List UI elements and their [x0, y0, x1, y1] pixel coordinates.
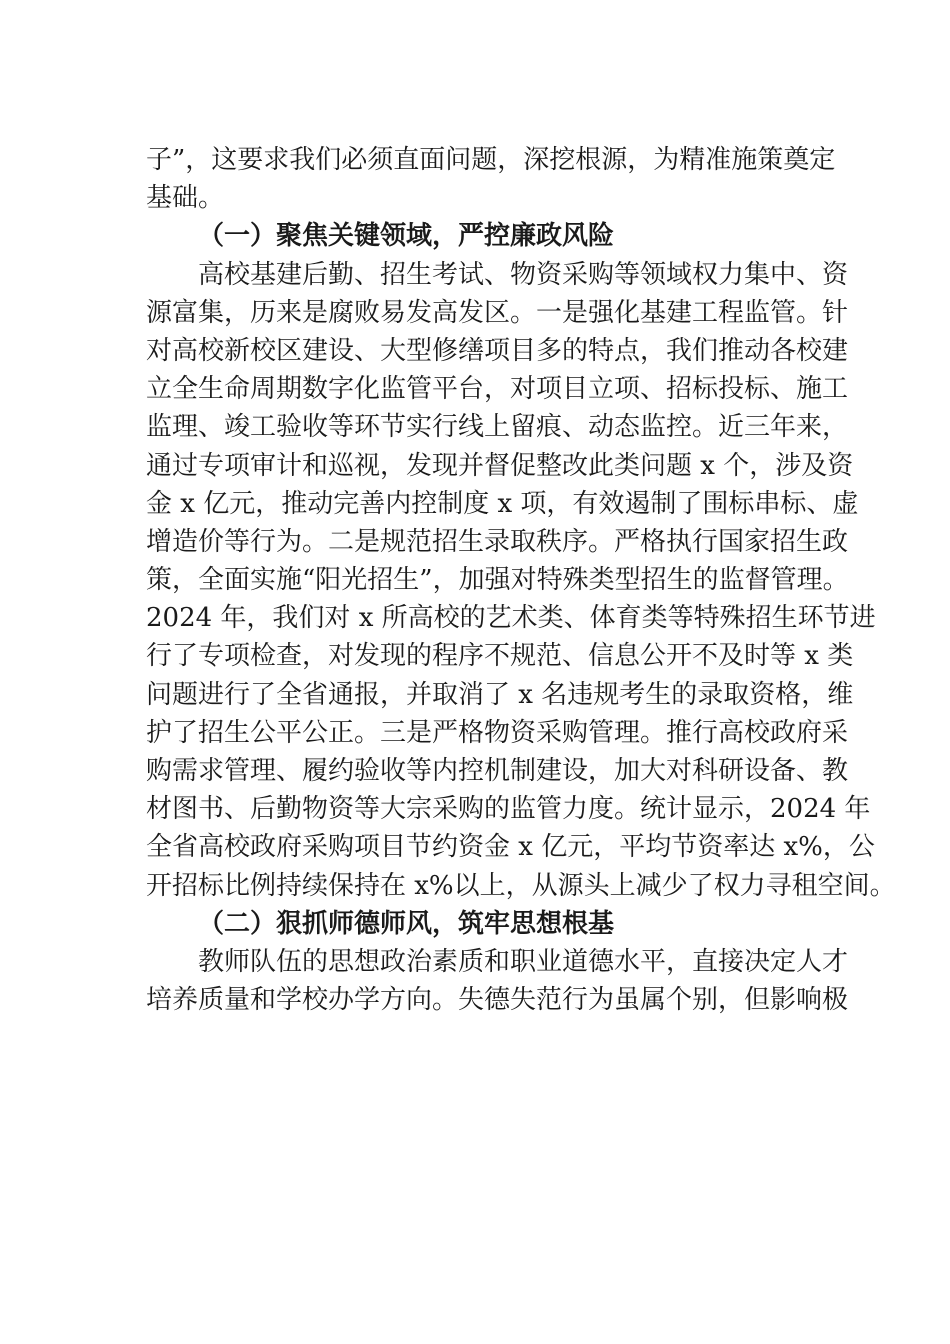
text-line: 全省高校政府采购项目节约资金 x 亿元，平均节资率达 x%，公	[146, 832, 875, 863]
text-line: 培养质量和学校办学方向。失德失范行为虽属个别，但影响极	[146, 985, 849, 1016]
paragraph-teacher-ethics	[146, 943, 849, 1019]
text-line: 购需求管理、履约验收等内控机制建设，加大对科研设备、教	[146, 756, 849, 786]
paragraph-continuation	[146, 141, 836, 217]
text-line: 教师队伍的思想政治素质和职业道德水平，直接决定人才	[198, 946, 849, 977]
text-line: 基础。	[146, 183, 225, 214]
text-line: 增造价等行为。二是规范招生录取秩序。严格执行国家招生政	[146, 526, 849, 557]
text-line: 源富集，历来是腐败易发高发区。一是强化基建工程监管。针	[146, 297, 849, 328]
heading-text: （一）聚焦关键领域，严控廉政风险	[198, 221, 615, 252]
paragraph-key-areas	[146, 256, 896, 905]
text-line: 立全生命周期数字化监管平台，对项目立项、招标投标、施工	[146, 374, 849, 405]
text-line: 子”，这要求我们必须直面问题，深挖根源，为精准施策奠定	[146, 145, 836, 175]
text-line: 金 x 亿元，推动完善内控制度 x 项，有效遏制了围标串标、虚	[146, 488, 859, 519]
document-body	[146, 141, 896, 1019]
heading-text: （二）狠抓师德师风，筑牢思想根基	[198, 908, 615, 939]
text-line: 高校基建后勤、招生考试、物资采购等领域权力集中、资	[198, 259, 849, 290]
text-line: 对高校新校区建设、大型修缮项目多的特点，我们推动各校建	[146, 335, 849, 366]
section-heading-2	[146, 905, 826, 943]
text-line: 通过专项审计和巡视，发现并督促整改此类问题 x 个，涉及资	[146, 450, 854, 481]
text-line: 2024 年，我们对 x 所高校的艺术类、体育类等特殊招生环节进	[146, 603, 876, 634]
section-heading-1	[146, 217, 826, 255]
text-line: 问题进行了全省通报，并取消了 x 名违规考生的录取资格，维	[146, 679, 854, 710]
text-line: 开招标比例持续保持在 x%以上，从源头上减少了权力寻租空间。	[146, 870, 896, 901]
text-line: 材图书、后勤物资等大宗采购的监管力度。统计显示，2024 年	[146, 794, 871, 825]
text-line: 护了招生公平公正。三是严格物资采购管理。推行高校政府采	[146, 717, 849, 748]
text-line: 监理、竣工验收等环节实行线上留痕、动态监控。近三年来，	[146, 412, 849, 443]
text-line: 行了专项检查，对发现的程序不规范、信息公开不及时等 x 类	[146, 641, 854, 672]
text-line: 策，全面实施“阳光招生”，加强对特殊类型招生的监督管理。	[146, 565, 849, 596]
